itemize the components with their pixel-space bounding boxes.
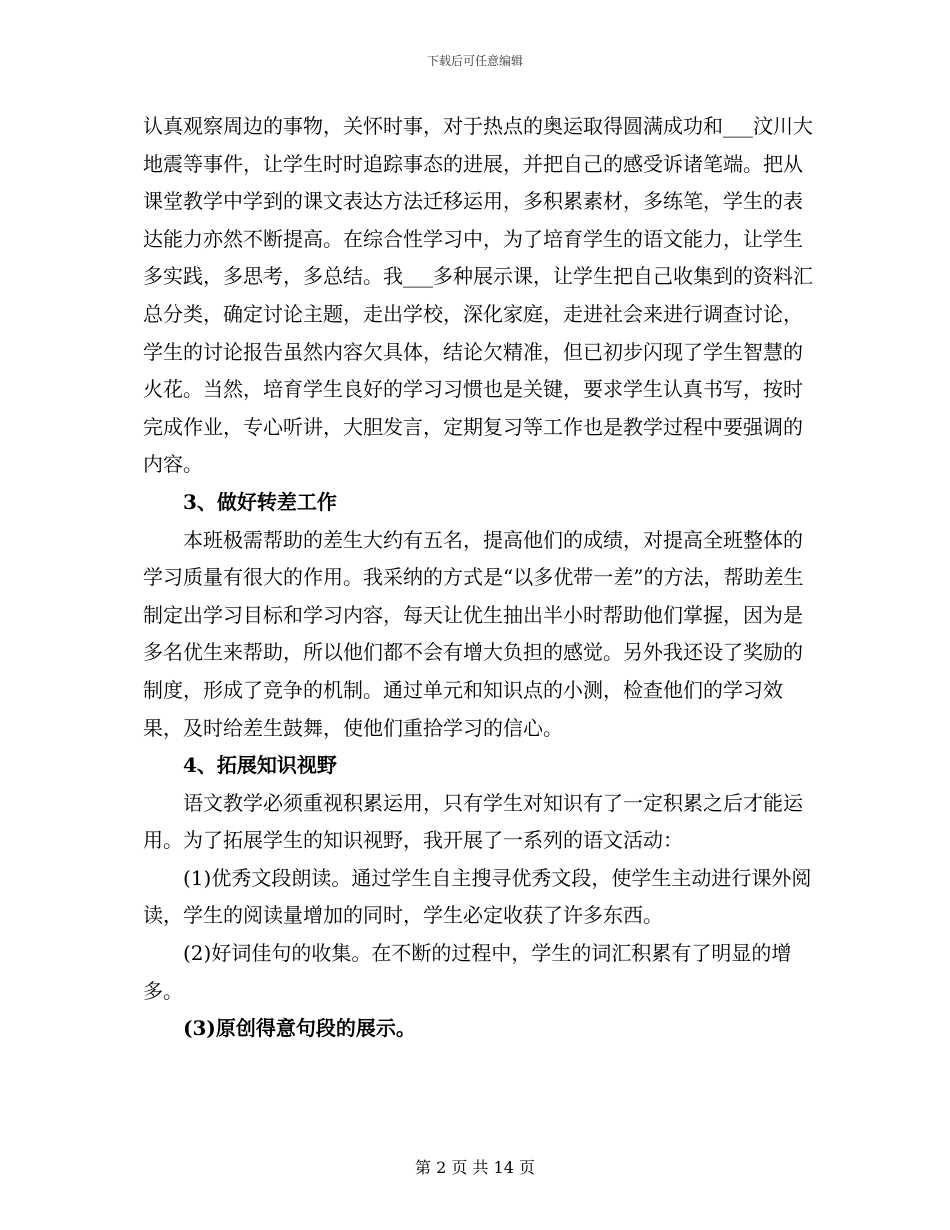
paragraph-remedial: 本班极需帮助的差生大约有五名，提高他们的成绩，对提高全班整体的学习质量有很大的作用。我采纳的方式是“以多优带一差”的方法，帮助差生制定出学习目标和学习内容，每天让优生抽出半小时帮助他们掌握，因为是多名优生来帮助，所以他们都不会有增大负担的感觉。另外我还设了奖励的制度，形成了竞争的机制。通过单元和知识点的小测，检查他们的学习效果，及时给差生鼓舞，使他们重拾学习的信心。 [143,527,804,740]
paragraph-observation: 认真观察周边的事物，关怀时事，对于热点的奥运取得圆满成功和___汶川大地震等事件，让学生时时追踪事态的进展，并把自己的感受诉诸笔端。把从课堂教学中学到的课文表达方法迁移运用，多积累素材，多练笔，学生的表达能力亦然不断提高。在综合性学习中，为了培育学生的语文能力，让学生多实践，多思考，多总结。我___多种展示课，让学生把自己收集到的资料汇总分类，确定讨论主题，走出学校，深化家庭，走进社会来进行调查讨论，学生的讨论报告虽然内容欠具体，结论欠精准，但已初步闪现了学生智慧的火花。当然，培育学生良好的学习习惯也是关键，要求学生认真书写，按时完成作业，专心听讲，大胆发言，定期复习等工作也是教学过程中要强调的内容。 [143,114,813,477]
page-footer: 第 2 页 共 14 页 [415,1158,535,1177]
list-item-3: (3)原创得意句段的展示。 [183,1016,416,1041]
paragraph-knowledge: 语文教学必须重视积累运用，只有学生对知识有了一定积累之后才能运用。为了拓展学生的知识视野，我开展了一系列的语文活动： [143,790,803,853]
list-item-1: (1)优秀文段朗读。通过学生自主搜寻优秀文段，使学生主动进行课外阅读，学生的阅读量增加的同时，学生必定收获了许多东西。 [143,865,812,928]
document-body [143,108,813,1048]
page-header: 下载后可任意编辑 [426,54,523,68]
list-item-2: (2)好词佳句的收集。在不断的过程中，学生的词汇积累有了明显的增多。 [143,941,792,1003]
section-heading-4: 4、拓展知识视野 [183,753,337,778]
section-heading-3: 3、做好转差工作 [183,489,337,514]
